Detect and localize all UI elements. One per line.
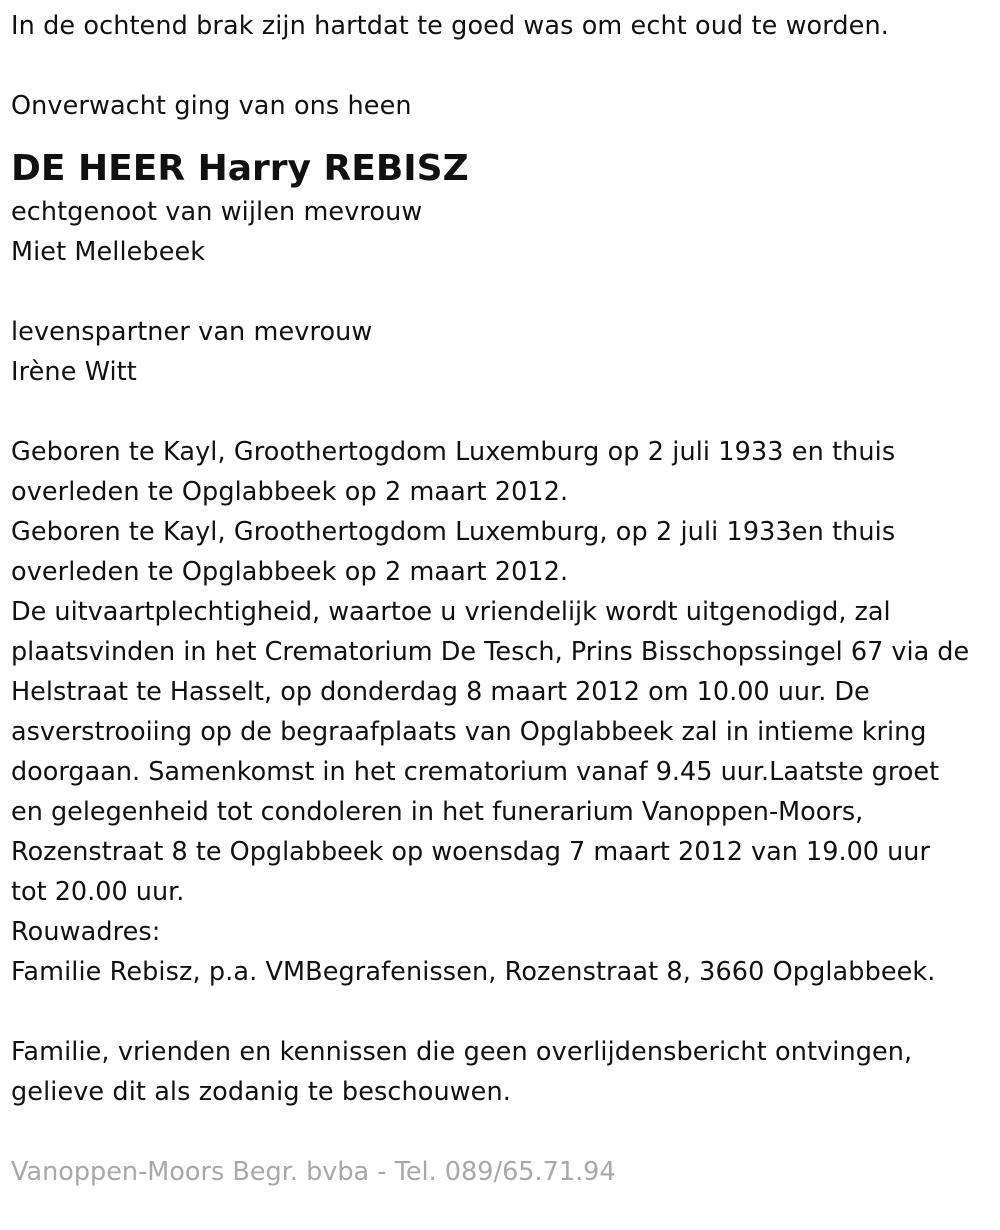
birth-death-line: overleden te Opglabbeek op 2 maart 2012. (11, 477, 569, 507)
spacer (11, 272, 991, 312)
mourning-address: Familie Rebisz, p.a. VMBegrafenissen, Rozenstraat 8, 3660 Opglabbeek. (11, 957, 936, 987)
intro-quote: In de ochtend brak zijn hartdat te goed was om echt oud te worden. (11, 11, 889, 41)
spacer (11, 46, 991, 86)
spouse-name: Miet Mellebeek (11, 237, 206, 267)
address-label: Rouwadres: (11, 917, 161, 947)
birth-death-line: Geboren te Kayl, Groothertogdom Luxemburg op 2 juli 1933 en thuis (11, 437, 896, 467)
partner-label: levenspartner van mevrouw (11, 317, 373, 347)
funeral-home-footer: Vanoppen-Moors Begr. bvba - Tel. 089/65.71.94 (11, 1157, 616, 1187)
deceased-name: DE HEER Harry REBISZ (11, 148, 469, 189)
birth-death-line: overleden te Opglabbeek op 2 maart 2012. (11, 557, 569, 587)
ceremony-details: De uitvaartplechtigheid, waartoe u vriendelijk wordt uitgenodigd, zal plaatsvinden in het Crematorium De Tesch, Prins Bisschopssingel 67 via de Helstraat te Hasselt, op donderdag 8 maart 2012 om 10.00 uur. De asverstrooiing op de begraafplaats van Opglabbeek zal in intieme kring doorgaan. Samenkomst in het crematorium vanaf 9.45 uur.Laatste groet en gelegenheid tot condoleren in het funerarium Vanoppen-Moors, Rozenstraat 8 te Opglabbeek op woensdag 7 maart 2012 van 19.00 uur tot 20.00 uur. (11, 597, 970, 907)
spacer (11, 126, 991, 143)
announcement: Onverwacht ging van ons heen (11, 91, 412, 121)
obituary-notice (11, 0, 991, 1192)
spacer (11, 1112, 991, 1152)
closing-line: Familie, vrienden en kennissen die geen overlijdensbericht ontvingen, (11, 1037, 913, 1067)
spacer (11, 392, 991, 432)
birth-death-line: Geboren te Kayl, Groothertogdom Luxemburg, op 2 juli 1933en thuis (11, 517, 896, 547)
partner-name: Irène Witt (11, 357, 137, 387)
spacer (11, 992, 991, 1032)
spouse-label: echtgenoot van wijlen mevrouw (11, 197, 423, 227)
closing-line: gelieve dit als zodanig te beschouwen. (11, 1077, 511, 1107)
